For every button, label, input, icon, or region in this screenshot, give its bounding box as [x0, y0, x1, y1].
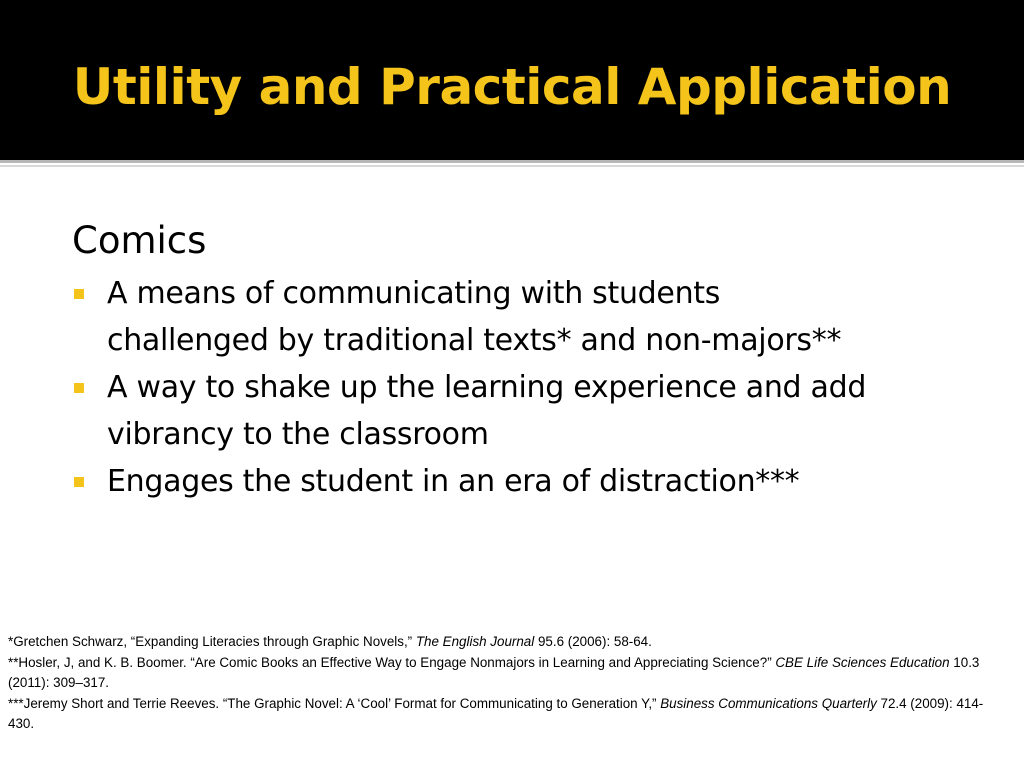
- footnote-citation: 95.6 (2006): 58-64.: [534, 634, 652, 649]
- section-heading: Comics: [72, 219, 207, 262]
- title-divider: [0, 160, 1024, 163]
- footnote-citation: 72.4 (2009): 414-430.: [8, 695, 984, 731]
- bullet-list: [72, 270, 972, 505]
- footnote-citation: 10.3 (2011): 309–317.: [8, 654, 980, 690]
- slide-body: [72, 214, 972, 505]
- bullet-item: [72, 364, 972, 458]
- bullet-text-line: A means of communicating with students: [107, 276, 721, 311]
- footnote-journal: The English Journal: [415, 634, 535, 649]
- footnote: [8, 632, 1008, 653]
- footnote-text: **Hosler, J, and K. B. Boomer. “Are Comic Books an Effective Way to Engage Nonmajors in Learning and Appreciating Science?”: [8, 654, 776, 670]
- bullet-text-line: A way to shake up the learning experience and add: [107, 370, 867, 405]
- square-bullet-icon: [74, 383, 84, 393]
- footnotes: [8, 632, 1008, 735]
- footnote-journal: Business Communications Quarterly: [660, 695, 877, 711]
- bullet-item: [72, 458, 972, 505]
- footnote-journal: CBE Life Sciences Education: [775, 654, 950, 670]
- footnote: [8, 653, 1008, 694]
- title-divider-secondary: [0, 165, 1024, 167]
- slide-title: Utility and Practical Application: [72, 58, 952, 116]
- footnote: [8, 694, 1008, 735]
- bullet-text-line: challenged by traditional texts* and non-majors**: [107, 323, 842, 358]
- square-bullet-icon: [74, 477, 84, 487]
- bullet-text-line: vibrancy to the classroom: [107, 417, 489, 452]
- footnote-text: ***Jeremy Short and Terrie Reeves. “The Graphic Novel: A ‘Cool’ Format for Communicating to Generation Y,”: [8, 695, 661, 711]
- bullet-item: [72, 270, 972, 364]
- footnote-text: *Gretchen Schwarz, “Expanding Literacies through Graphic Novels,”: [8, 634, 416, 649]
- square-bullet-icon: [74, 289, 84, 299]
- bullet-text-line: Engages the student in an era of distraction***: [107, 464, 800, 499]
